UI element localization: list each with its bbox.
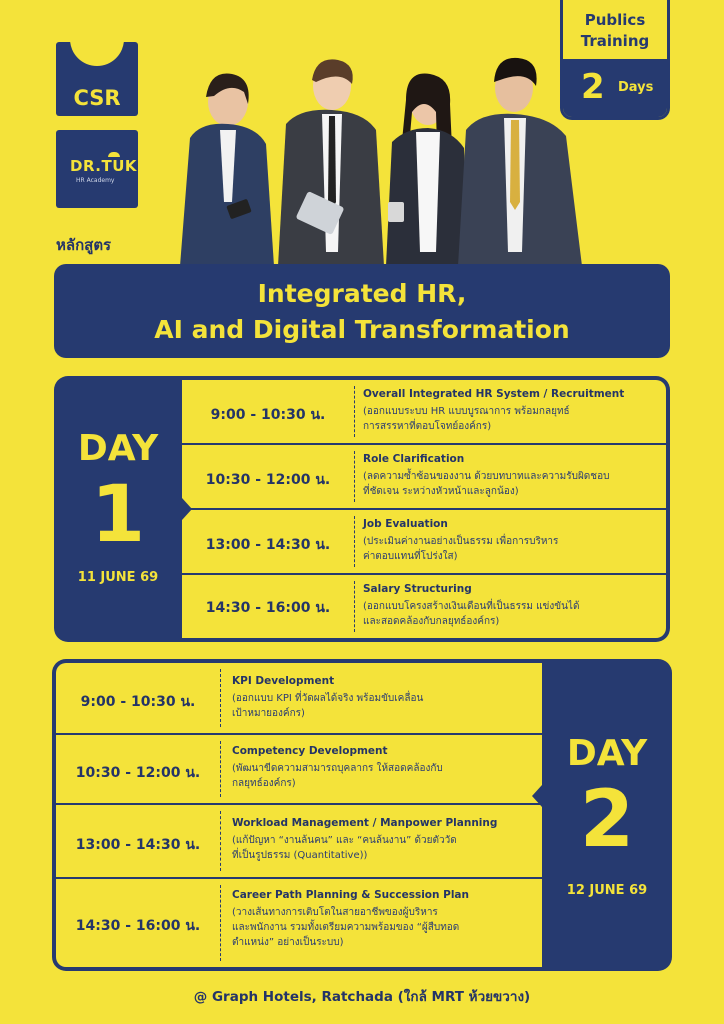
day2-number: 2 (579, 775, 635, 865)
day2-session (56, 663, 542, 735)
session-time: 14:30 - 16:00 น. (205, 600, 331, 616)
dashed-divider (354, 386, 355, 437)
badge-line1: Publics (584, 11, 646, 29)
dr-tuk-logo (56, 130, 138, 208)
business-people-photo (170, 52, 600, 266)
session-time: 14:30 - 16:00 น. (75, 918, 201, 934)
csr-logo (56, 42, 138, 116)
day1-session (182, 445, 666, 510)
badge-day-unit: Days (618, 80, 654, 95)
dashed-divider (220, 811, 221, 871)
day1-label: DAY (77, 428, 159, 469)
session-description: (ออกแบบโครงสร้างเงินเดือนที่เป็นธรรม แข่งขันได้ และสอดคล้องกับกลยุทธ์องค์กร) (363, 601, 580, 627)
session-topic: Role Clarification (363, 453, 465, 465)
session-time: 13:00 - 14:30 น. (205, 537, 331, 553)
day1-session (182, 510, 666, 575)
session-description: (ประเมินค่างานอย่างเป็นธรรม เพื่อการบริหาร ค่าตอบแทนที่โปร่งใส) (363, 536, 559, 562)
badge-heading (563, 10, 667, 52)
session-description: (วางเส้นทางการเติบโตในสายอาชีพของผู้บริหาร และพนักงาน รวมทั้งเตรียมความพร้อมของ “ผู้สืบทอด ตำแหน่ง” อย่างเป็นระบบ) (232, 907, 460, 948)
day1-session-list (182, 380, 666, 638)
session-topic: Overall Integrated HR System / Recruitment (363, 388, 625, 400)
day2-schedule (52, 659, 672, 971)
session-topic: KPI Development (232, 675, 335, 687)
day2-session (56, 879, 542, 967)
day1-schedule (54, 376, 670, 642)
session-description: (พัฒนาขีดความสามารถบุคลากร ให้สอดคล้องกับ กลยุทธ์องค์กร) (232, 763, 443, 789)
session-time: 9:00 - 10:30 น. (80, 694, 196, 710)
dr-tuk-logo-subtitle: HR Academy (76, 177, 115, 184)
dr-tuk-logo-title: DR.TUK (70, 157, 138, 175)
badge-day-count: 2 (581, 67, 605, 107)
dashed-divider (220, 885, 221, 961)
course-title-line1: Integrated HR, (257, 279, 467, 308)
session-topic: Job Evaluation (363, 518, 448, 530)
session-topic: Competency Development (232, 745, 388, 757)
session-description: (ลดความซ้ำซ้อนของงาน ด้วยบทบาทและความรับผิดชอบ ที่ชัดเจน ระหว่างหัวหน้าและลูกน้อง) (363, 471, 610, 497)
csr-logo-text: CSR (73, 86, 121, 110)
day1-number: 1 (90, 470, 146, 560)
dashed-divider (354, 581, 355, 632)
day2-label: DAY (566, 733, 648, 774)
dashed-divider (220, 669, 221, 727)
day2-date: 12 JUNE 69 (566, 883, 648, 898)
dashed-divider (354, 516, 355, 567)
course-title (54, 264, 670, 358)
session-time: 10:30 - 12:00 น. (75, 765, 201, 781)
person-4-figure (458, 58, 582, 266)
day1-session (182, 575, 666, 638)
person-2-figure (278, 59, 384, 266)
dashed-divider (354, 451, 355, 502)
session-description: (ออกแบบ KPI ที่วัดผลได้จริง พร้อมขับเคลื่อน เป้าหมายองค์กร) (232, 693, 424, 719)
course-title-line2: AI and Digital Transformation (154, 315, 570, 344)
session-topic: Career Path Planning & Succession Plan (232, 889, 469, 901)
day2-session (56, 805, 542, 879)
session-topic: Salary Structuring (363, 583, 472, 595)
session-time: 13:00 - 14:30 น. (75, 837, 201, 853)
person-3-figure (386, 74, 468, 266)
badge-line2: Training (580, 32, 650, 50)
session-time: 10:30 - 12:00 น. (205, 472, 331, 488)
dashed-divider (220, 741, 221, 797)
session-time: 9:00 - 10:30 น. (210, 407, 326, 423)
session-description: (แก้ปัญหา “งานล้นคน” และ “คนล้นงาน” ด้วยตัววัด ที่เป็นรูปธรรม (Quantitative)) (232, 835, 457, 861)
session-description: (ออกแบบระบบ HR แบบบูรณาการ พร้อมกลยุทธ์ การสรรหาที่ตอบโจทย์องค์กร) (363, 406, 570, 432)
day2-session (56, 735, 542, 805)
person-1-figure (180, 73, 274, 266)
day1-date: 11 JUNE 69 (77, 570, 159, 585)
course-label: หลักสูตร (56, 236, 112, 254)
day1-session (182, 380, 666, 445)
venue-footer: @ Graph Hotels, Ratchada (ใกล้ MRT ห้วยขวาง) (193, 989, 531, 1005)
day2-session-list (56, 663, 542, 967)
session-topic: Workload Management / Manpower Planning (232, 817, 498, 829)
